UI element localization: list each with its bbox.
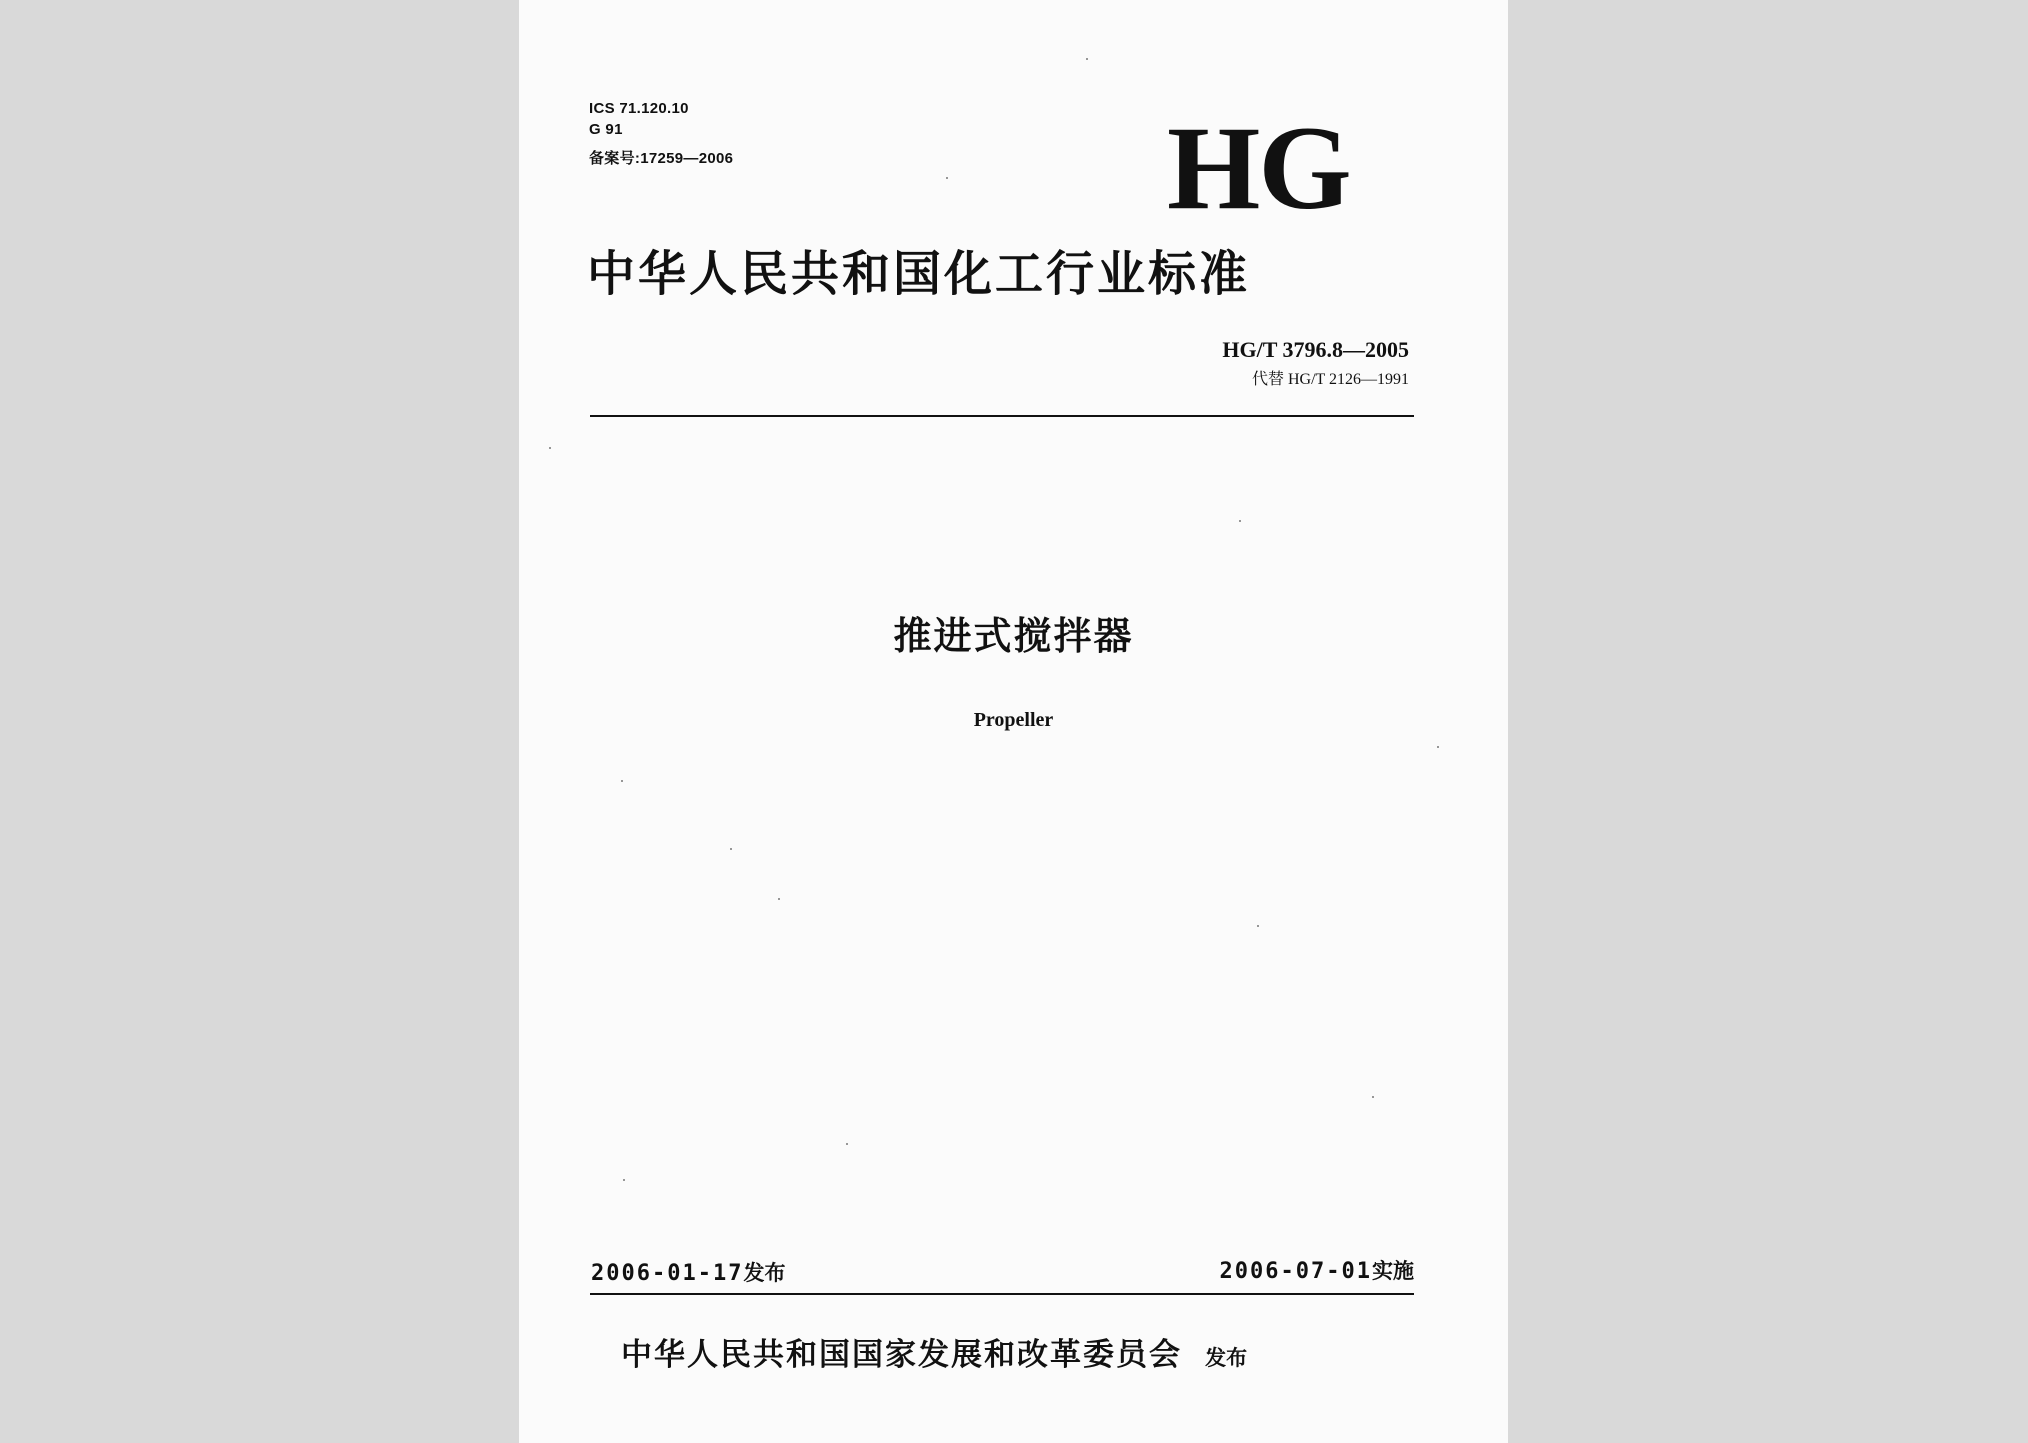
issue-date-value: 2006-01-17 xyxy=(591,1261,744,1286)
scan-speck xyxy=(946,177,948,179)
ccs-code: G 91 xyxy=(589,121,623,138)
effective-date xyxy=(1220,1261,1414,1283)
issuer-block xyxy=(621,1337,1248,1373)
standard-number: HG/T 3796.8—2005 xyxy=(1222,337,1409,362)
document-title-english: Propeller xyxy=(973,709,1054,731)
scan-speck xyxy=(1086,58,1088,60)
scan-speck xyxy=(1372,1096,1374,1098)
scan-speck xyxy=(623,1179,625,1181)
document-title-chinese: 推进式搅拌器 xyxy=(893,614,1134,658)
effective-date-suffix: 实施 xyxy=(1372,1259,1414,1283)
document-page xyxy=(519,0,1508,1443)
footer-rule xyxy=(590,1293,1414,1295)
header-rule xyxy=(590,415,1414,417)
scan-speck xyxy=(549,447,551,449)
scan-speck xyxy=(846,1143,848,1145)
standard-type-title: 中华人民共和国化工行业标准 xyxy=(587,246,1251,302)
scan-speck xyxy=(1239,520,1241,522)
issuer-name: 中华人民共和国国家发展和改革委员会 xyxy=(621,1337,1182,1373)
scan-speck xyxy=(1437,746,1439,748)
issuer-suffix: 发布 xyxy=(1205,1346,1248,1370)
hg-logo: HG xyxy=(1167,101,1350,234)
effective-date-value: 2006-07-01 xyxy=(1219,1259,1372,1284)
issue-date xyxy=(591,1263,785,1285)
scan-speck xyxy=(778,898,780,900)
record-number: 备案号:17259—2006 xyxy=(589,150,734,167)
scan-speck xyxy=(621,780,623,782)
replaces-standard: 代替 HG/T 2126—1991 xyxy=(1251,371,1409,388)
scan-speck xyxy=(1257,925,1259,927)
ics-code: ICS 71.120.10 xyxy=(589,100,689,117)
scan-speck xyxy=(730,848,732,850)
issue-date-suffix: 发布 xyxy=(743,1261,786,1285)
